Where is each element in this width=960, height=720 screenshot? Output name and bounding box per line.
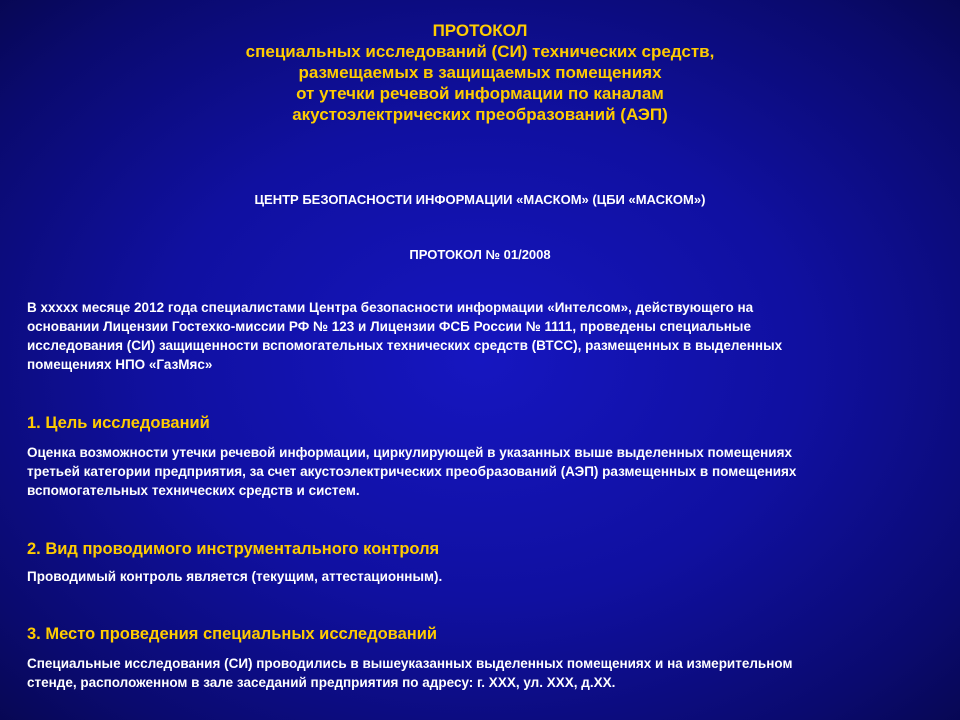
text-line: стенде, расположенном в зале заседаний предприятия по адресу: г. ХХХ, ул. ХХХ, д.ХХ. (27, 675, 616, 690)
text-line: Оценка возможности утечки речевой информации, циркулирующей в указанных выше выделенных помещениях (27, 445, 792, 460)
text-line: основании Лицензии Гостехко-миссии РФ № 123 и Лицензии ФСБ России № 1111, проведены специальные (27, 319, 751, 334)
title-line: от утечки речевой информации по каналам (296, 84, 664, 103)
section-heading-control-type: 2. Вид проводимого инструментального контроля (27, 540, 440, 558)
text-line: третьей категории предприятия, за счет акустоэлектрических преобразований (АЭП) размещенных в помещениях (27, 464, 797, 479)
title-line: ПРОТОКОЛ (432, 21, 528, 40)
title-line: размещаемых в защищаемых помещениях (298, 63, 662, 82)
text-line: вспомогательных технических средств и систем. (27, 483, 360, 498)
text-line: исследования (СИ) защищенности вспомогательных технических средств (ВТСС), размещенных в выделенных (27, 338, 783, 353)
protocol-number: ПРОТОКОЛ № 01/2008 (409, 247, 551, 262)
title-line: специальных исследований (СИ) технических средств, (245, 42, 715, 61)
title-line: акустоэлектрических преобразований (АЭП) (292, 105, 668, 124)
section-text-location (27, 654, 947, 692)
text-line: Специальные исследования (СИ) проводились в вышеуказанных выделенных помещениях и на измерительном (27, 656, 793, 671)
text-line: Проводимый контроль является (текущим, аттестационным). (27, 569, 443, 584)
organization-name: ЦЕНТР БЕЗОПАСНОСТИ ИНФОРМАЦИИ «МАСКОМ» (ЦБИ «МАСКОМ») (254, 192, 706, 207)
slide-title (0, 20, 960, 125)
section-heading-purpose: 1. Цель исследований (27, 414, 210, 432)
text-line: помещениях НПО «ГазМяс» (27, 357, 213, 372)
intro-paragraph (27, 298, 947, 374)
text-line: В xxxxx месяце 2012 года специалистами Центра безопасности информации «Интелсом», действующего на (27, 300, 754, 315)
section-heading-location: 3. Место проведения специальных исследований (27, 625, 438, 643)
section-text-control-type (27, 567, 947, 586)
section-text-purpose (27, 443, 947, 500)
